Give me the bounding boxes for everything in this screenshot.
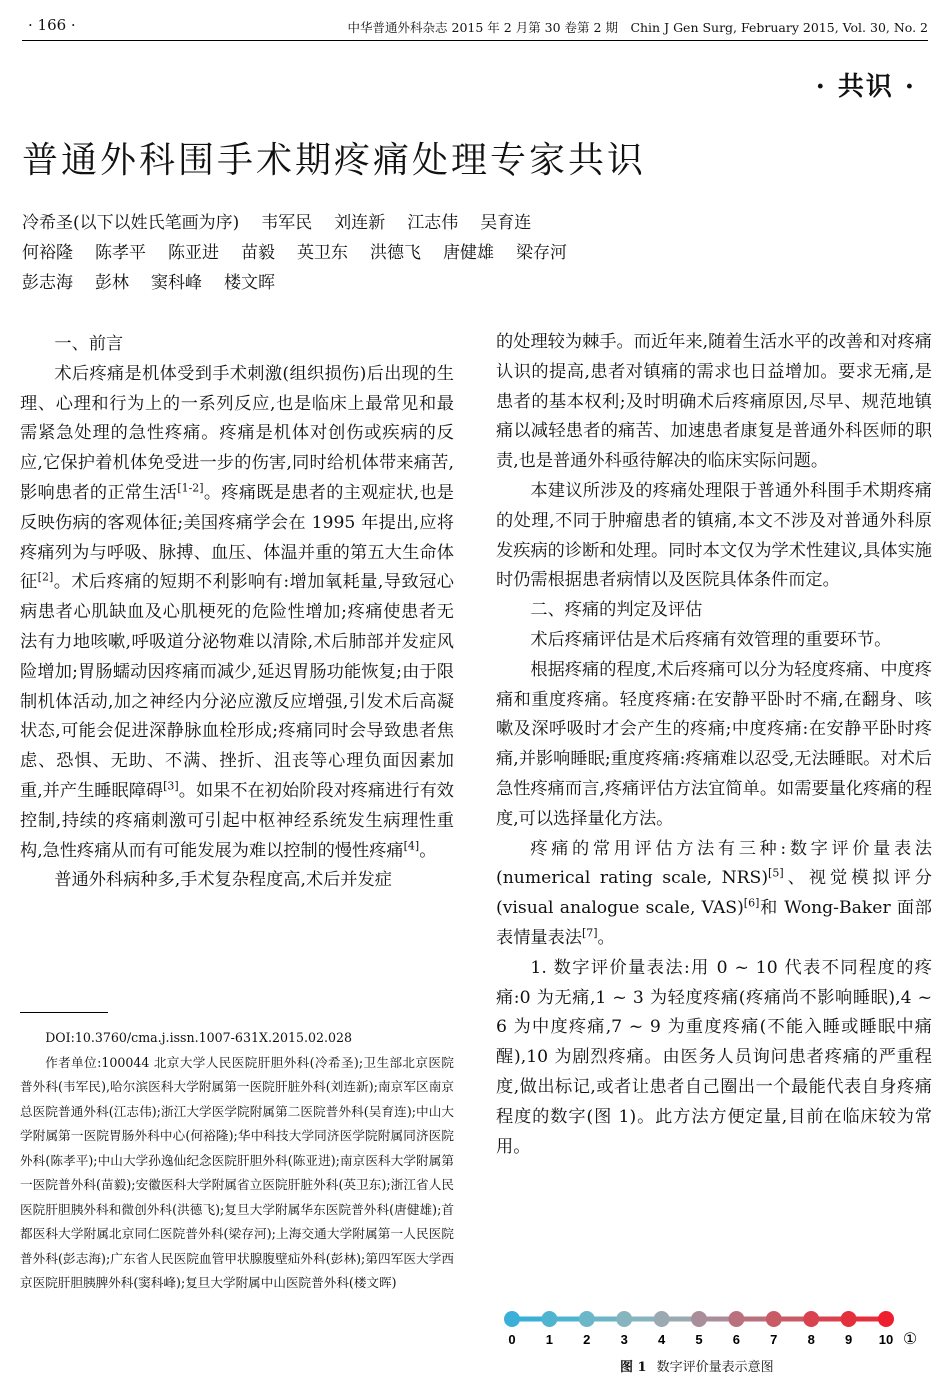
footnote-rule xyxy=(20,1012,108,1013)
right-column xyxy=(496,328,932,1162)
numeric-rating-scale-figure xyxy=(500,1304,930,1354)
citation: [6] xyxy=(743,896,760,910)
section-heading-evaluation: 二、疼痛的判定及评估 xyxy=(530,600,703,621)
author-name: 陈孝平 xyxy=(95,243,146,263)
citation: [7] xyxy=(581,926,598,940)
paragraph: 术后疼痛评估是术后疼痛有效管理的重要环节。 xyxy=(530,629,892,650)
scale-label: 0 xyxy=(508,1332,516,1347)
scale-dot xyxy=(541,1311,557,1327)
author-line xyxy=(22,208,922,238)
author-name: 彭林 xyxy=(95,273,129,293)
citation: [5] xyxy=(768,866,784,880)
author-name: 苗毅 xyxy=(241,243,275,263)
scale-dot xyxy=(766,1311,782,1327)
scale-label: 3 xyxy=(620,1332,628,1347)
author-name: 何裕隆 xyxy=(22,243,73,263)
scale-dot xyxy=(728,1311,744,1327)
scale-dot xyxy=(504,1311,520,1327)
footnote xyxy=(20,1026,454,1296)
figure-caption-text: 数字评价量表示意图 xyxy=(656,1360,774,1375)
author-name: 洪德飞 xyxy=(370,243,421,263)
header-rule xyxy=(22,40,928,41)
journal-header: 中华普通外科杂志 2015 年 2 月第 30 卷第 2 期 Chin J Gen Surg, February 2015, Vol. 30, No. 2 xyxy=(347,20,928,35)
author-list xyxy=(22,208,922,298)
author-line xyxy=(22,268,922,298)
scale-label: 6 xyxy=(732,1332,741,1347)
scale-label: 10 xyxy=(878,1332,894,1347)
author-name: 彭志海 xyxy=(22,273,73,293)
author-name: 陈亚进 xyxy=(168,243,219,263)
scale-end-marker: ① xyxy=(902,1329,918,1348)
author-name: 刘连新 xyxy=(334,213,386,233)
scale-dot xyxy=(579,1311,595,1327)
scale-dot xyxy=(878,1311,894,1327)
paragraph: 普通外科病种多,手术复杂程度高,术后并发症 xyxy=(54,870,392,891)
scale-label: 9 xyxy=(844,1332,853,1347)
scale-dot xyxy=(803,1311,819,1327)
author-name: 楼文晖 xyxy=(224,273,275,293)
citation: [2] xyxy=(37,570,54,584)
author-line xyxy=(22,238,922,268)
scale-dot xyxy=(691,1311,707,1327)
intro-paragraph: 术后疼痛是机体受到手术刺激(组织损伤)后出现的生理、心理和行为上的一系列反应,也是临床上最常见和最需紧急处理的急性疼痛。疼痛是机体对创伤或疾病的反应,它保护着机体免受进一步的伤害,同时给机体带来痛苦,影响患者的正常生活[1-2]。疼痛既是患者的主观症状,也是反映伤病的客观体征;美国疼痛学会在 1995 年提出,应将疼痛列为与呼吸、脉搏、血压、体温并重的第五大生命体征[2]。术后疼痛的短期不利影响有:增加氧耗量,导致冠心病患者心肌缺血及心肌梗死的危险性增加;疼痛使患者无法有力地咳嗽,呼吸道分泌物难以清除,术后肺部并发症风险增加;胃肠蠕动因疼痛而减少,延迟胃肠功能恢复;由于限制机体活动,加之神经内分泌应激反应增强,引发术后高凝状态,可能会促进深静脉血栓形成;疼痛同时会导致患者焦虑、恐惧、无助、不满、挫折、沮丧等心理负面因素加重,并产生睡眠障碍[3]。如果不在初始阶段对疼痛进行有效控制,持续的疼痛刺激可引起中枢神经系统发生病理性重构,急性疼痛从而有可能发展为难以控制的慢性疼痛[4]。 xyxy=(20,363,454,861)
scale-dot xyxy=(654,1311,670,1327)
scale-label: 5 xyxy=(695,1332,703,1347)
article-title: 普通外科围手术期疼痛处理专家共识 xyxy=(22,140,647,181)
author-name: 韦军民 xyxy=(261,213,313,233)
author-name: 窦科峰 xyxy=(151,273,202,293)
citation: [4] xyxy=(403,838,420,852)
citation: [3] xyxy=(163,779,179,793)
left-column xyxy=(20,330,454,896)
paragraph: 的处理较为棘手。而近年来,随着生活水平的改善和对疼痛认识的提高,患者对镇痛的需求也日益增加。要求无痛,是患者的基本权利;及时明确术后疼痛原因,尽早、规范地镇痛以减轻患者的痛苦、加速患者康复是普通外科医师的职责,也是普通外科亟待解决的临床实际问题。 xyxy=(496,332,932,472)
author-name: 吴育连 xyxy=(480,213,532,233)
author-name: 梁存河 xyxy=(516,243,567,263)
scale-label: 8 xyxy=(807,1332,815,1347)
scale-dot xyxy=(616,1311,632,1327)
scale-label: 7 xyxy=(770,1332,778,1347)
doi: DOI:10.3760/cma.j.issn.1007-631X.2015.02.028 xyxy=(45,1030,353,1045)
page-number: · 166 · xyxy=(28,16,76,34)
citation: [1-2] xyxy=(177,481,204,495)
author-name: 唐健雄 xyxy=(443,243,494,263)
paragraph: 1. 数字评价量表法:用 0 ~ 10 代表不同程度的疼痛:0 为无痛,1 ~ 3 为轻度疼痛(疼痛尚不影响睡眠),4 ~ 6 为中度疼痛,7 ~ 9 为重度疼痛(不能入睡或睡眠中痛醒),10 为剧烈疼痛。由医务人员询问患者疼痛的严重程度,做出标记,或者让患者自己圈出一个最能代表自身疼痛程度的数字(图 1)。此方法方便定量,目前在临床较为常用。 xyxy=(496,957,932,1157)
author-affiliations: 作者单位:100044 北京大学人民医院肝胆外科(冷希圣);卫生部北京医院普外科(韦军民),哈尔滨医科大学附属第一医院肝脏外科(刘连新);南京军区南京总医院普通外科(江志伟);浙江大学医学院附属第二医院普外科(吴育连);中山大学附属第一医院胃肠外科中心(何裕隆);华中科技大学同济医学院附属同济医院外科(陈孝平);中山大学孙逸仙纪念医院肝胆外科(陈亚进);南京医科大学附属第一医院普外科(苗毅);安徽医科大学附属省立医院肝脏外科(英卫东);浙江省人民医院肝胆胰外科和微创外科(洪德飞);复旦大学附属华东医院普外科(唐健雄);首都医科大学附属北京同仁医院普外科(梁存河);上海交通大学附属第一人民医院普外科(彭志海);广东省人民医院血管甲状腺腹壁疝外科(彭林);第四军医大学西京医院肝胆胰脾外科(窦科峰);复旦大学附属中山医院普外科(楼文晖) xyxy=(20,1054,454,1290)
paragraph: 根据疼痛的程度,术后疼痛可以分为轻度疼痛、中度疼痛和重度疼痛。轻度疼痛:在安静平卧时不痛,在翻身、咳嗽及深呼吸时才会产生的疼痛;中度疼痛:在安静平卧时疼痛,并影响睡眠;重度疼痛:疼痛难以忍受,无法睡眠。对术后急性疼痛而言,疼痛评估方法宜简单。如需要量化疼痛的程度,可以选择量化方法。 xyxy=(496,659,932,829)
author-name: 冷希圣(以下以姓氏笔画为序) xyxy=(22,213,240,233)
section-heading-intro: 一、前言 xyxy=(54,334,124,354)
figure-label: 图 1 xyxy=(620,1360,647,1375)
scale-label: 4 xyxy=(657,1332,666,1347)
scale-dot xyxy=(841,1311,857,1327)
author-name: 江志伟 xyxy=(407,213,459,233)
paragraph: 疼痛的常用评估方法有三种:数字评价量表法(numerical rating scale, NRS)[5]、视觉模拟评分(visual analogue scale, VAS)[6]和 Wong-Baker 面部表情量表法[7]。 xyxy=(496,838,932,948)
scale-label: 2 xyxy=(583,1332,591,1347)
author-name: 英卫东 xyxy=(297,243,348,263)
paragraph: 本建议所涉及的疼痛处理限于普通外科围手术期疼痛的处理,不同于肿瘤患者的镇痛,本文不涉及对普通外科原发疾病的诊断和处理。同时本文仅为学术性建议,具体实施时仍需根据患者病情以及医院具体条件而定。 xyxy=(496,480,932,591)
figure-caption xyxy=(620,1356,774,1375)
section-tag: · 共识 · xyxy=(815,72,916,102)
scale-label: 1 xyxy=(545,1332,554,1347)
